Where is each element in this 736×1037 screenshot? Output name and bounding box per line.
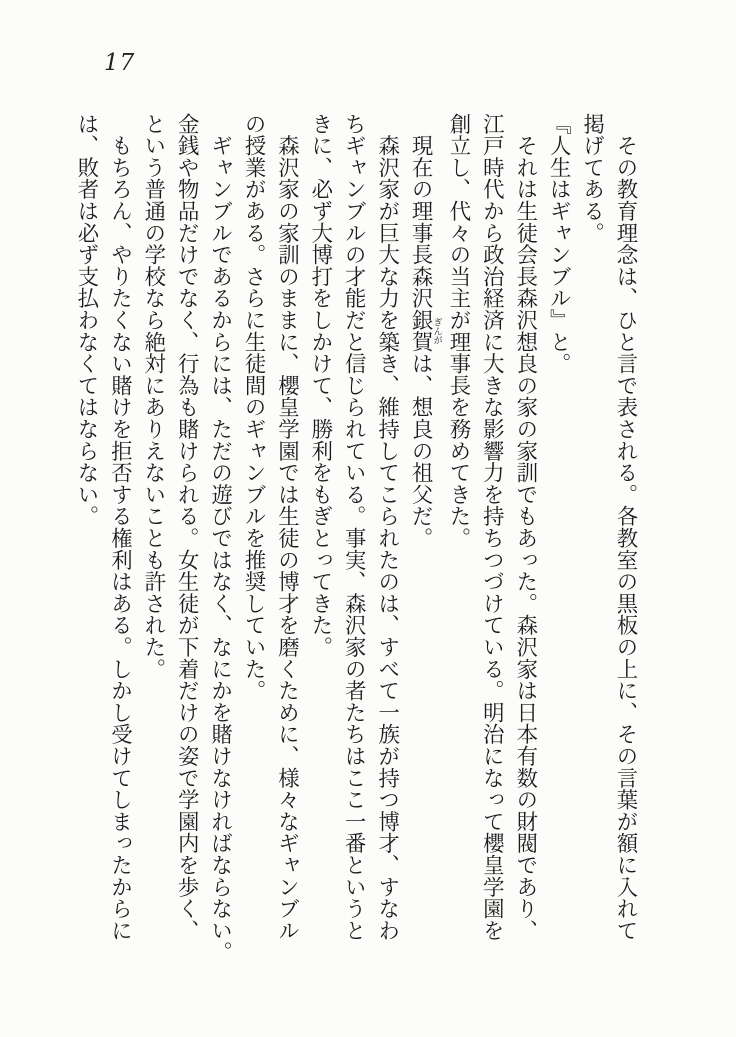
- text-line: 創立し、代々の当主が理事長を務めてきた。: [445, 113, 471, 549]
- text-line: その教育理念は、ひと言で表される。各教室の黒板の上に、その言葉が額に入れて: [613, 113, 638, 942]
- text-line: の授業がある。さらに生徒間のギャンブルを推奨していた。: [241, 113, 267, 702]
- text-line-with-ruby: [404, 113, 442, 945]
- text-line: それは生徒会長森沢想良の家の家訓でもあった。森沢家は日本有数の財閥であり、: [512, 113, 538, 942]
- text-line: 掲げてある。: [579, 113, 605, 244]
- ruby-annotation: [408, 309, 442, 353]
- text-segment: は、想良の祖父だ。: [408, 352, 434, 550]
- text-line: ちギャンブルの才能だと信じられている。事実、森沢家の者たちはここ一番というと: [341, 113, 367, 942]
- text-line: 江戸時代から政治経済に大きな影響力を持ちつづけている。明治になって櫻皇学園を: [479, 113, 505, 942]
- text-segment: 現在の理事長森沢: [408, 113, 434, 310]
- vertical-text-body: [74, 113, 642, 964]
- page-number: 17: [104, 50, 136, 76]
- text-line: もちろん、やりたくない賭けを拒否する権利はある。しかし受けてしまったからに: [107, 113, 133, 942]
- ruby-base: 銀賀: [408, 309, 434, 353]
- text-line: 森沢家が巨大な力を築き、維持してこられたのは、すべて一族が持つ博才、すなわ: [374, 113, 400, 942]
- text-line: は、敗者は必ず支払わなくてはならない。: [74, 113, 99, 528]
- text-line: きに、必ず大博打をしかけて、勝利をもぎとってきた。: [307, 113, 333, 658]
- text-line: ギャンブルであるからには、ただの遊びではなく、なにかを賭けなければならない。: [207, 113, 233, 964]
- text-line: 『人生はギャンブル』と。: [546, 113, 572, 375]
- text-line: という普通の学校なら絶対にありえないことも許された。: [140, 113, 166, 680]
- text-line: 金銭や物品だけでなく、行為も賭けられる。女生徒が下着だけの姿で学園内を歩く、: [174, 113, 200, 942]
- text-line: 森沢家の家訓のままに、櫻皇学園では生徒の博才を磨くために、様々なギャンブル: [274, 113, 300, 942]
- ruby-furigana: ぎんが: [431, 309, 442, 353]
